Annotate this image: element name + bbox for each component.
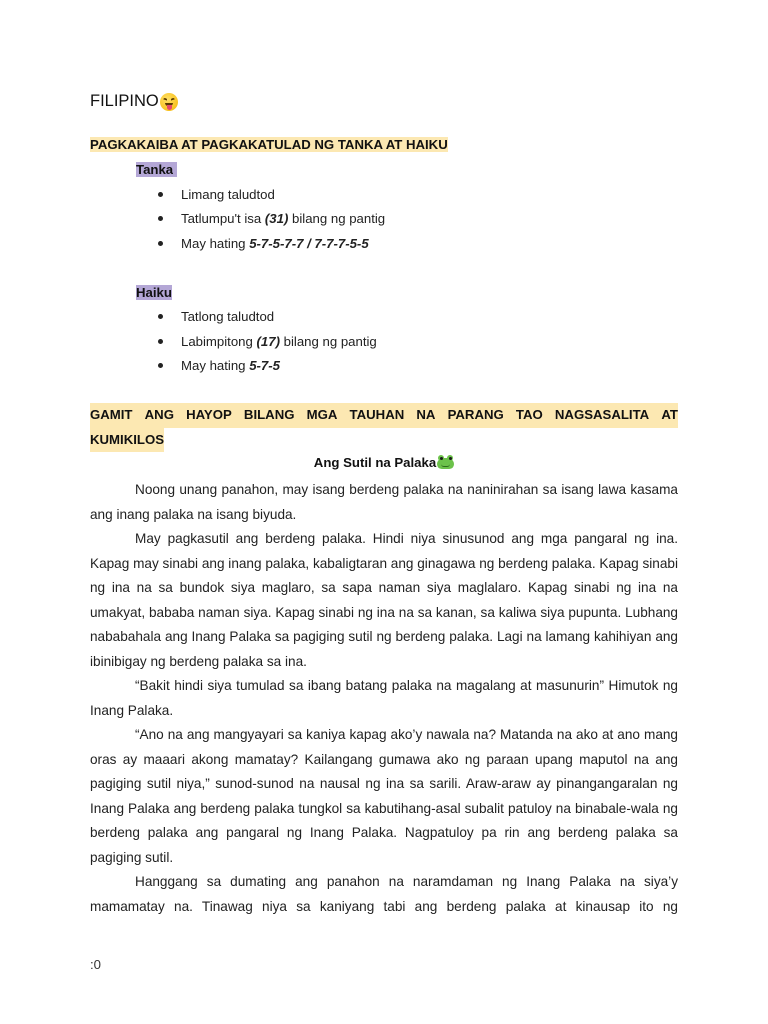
list-item <box>158 236 369 251</box>
list-item-text: bilang ng pantig <box>279 334 377 349</box>
footer-text: :0 <box>90 957 101 972</box>
page-title <box>90 92 178 111</box>
list-item-text: Tatlong taludtod <box>181 309 275 324</box>
list-item <box>158 334 377 349</box>
section-heading-line-2: KUMIKILOS <box>90 428 164 453</box>
list-item-text: May hating <box>181 358 250 373</box>
story-title-text: Ang Sutil na Palaka <box>313 455 437 470</box>
list-item-text: bilang ng pantig <box>288 211 386 226</box>
heading-word: TAUHAN <box>349 407 405 422</box>
list-item-text: Labimpitong <box>181 334 257 349</box>
heading-word: PARANG <box>447 407 504 422</box>
section-heading-tanka-haiku <box>90 137 678 152</box>
section-heading-text: PAGKAKAIBA AT PAGKAKATULAD NG TANKA AT HAIKU <box>90 137 448 152</box>
list-item-text: Limang taludtod <box>181 187 275 202</box>
list-item-text: May hating <box>181 236 250 251</box>
list-item-emphasis: (31) <box>264 211 289 226</box>
list-item-emphasis: 5-7-5 <box>249 358 280 373</box>
story-body <box>90 478 678 919</box>
bullet-dot-icon <box>158 314 163 319</box>
subheading-haiku <box>136 285 174 300</box>
story-paragraph: Noong unang panahon, may isang berdeng palaka na naninirahan sa isang lawa kasama ang inang palaka na isang biyuda. <box>90 482 678 522</box>
heading-word: NAGSASALITA <box>554 407 650 422</box>
story-paragraph: Hanggang sa dumating ang panahon na naramdaman ng Inang Palaka na siya’y mamamatay na. Tinawag niya sa kaniyang tabi ang berdeng palaka at kinausap ito ng <box>90 874 678 914</box>
list-item-text: Tatlumpu't isa <box>181 211 265 226</box>
frog-face-icon <box>437 455 454 469</box>
list-item <box>158 187 275 202</box>
section-heading-animals <box>90 403 678 452</box>
list-item-emphasis: 5-7-5-7-7 / 7-7-7-5-5 <box>249 236 369 251</box>
subheading-haiku-text: Haiku <box>136 285 172 300</box>
list-item-emphasis: (17) <box>256 334 280 349</box>
heading-word: AT <box>661 407 678 422</box>
heading-word: GAMIT <box>90 407 133 422</box>
heading-word: MGA <box>306 407 338 422</box>
subheading-tanka <box>136 162 179 177</box>
list-item <box>158 211 385 226</box>
bullet-dot-icon <box>158 363 163 368</box>
bullet-dot-icon <box>158 339 163 344</box>
bullet-dot-icon <box>158 216 163 221</box>
heading-word: ANG <box>144 407 174 422</box>
page-title-text: FILIPINO <box>90 92 159 110</box>
bullet-dot-icon <box>158 192 163 197</box>
story-title <box>0 455 768 470</box>
heading-word: NA <box>416 407 436 422</box>
list-item <box>158 358 280 373</box>
story-paragraph: “Ano na ang mangyayari sa kaniya kapag ako’y nawala na? Matanda na ako at ano mang oras ay maaari akong mamatay? Kailangang gumawa ako ng paraan upang maputol na ang pagiging sutil niya,” sunod-sunod na nausal ng ina sa sarili. Araw-araw ay pinangangaralan ng Inang Palaka ang berdeng palaka tungkol sa kabutihang-asal subalit patuloy na binabale-wala ng berdeng palaka ang pangaral ng Inang Palaka. Nagpatuloy pa rin ang berdeng palaka sa pagiging sutil. <box>90 727 678 865</box>
list-item <box>158 309 274 324</box>
story-paragraph: May pagkasutil ang berdeng palaka. Hindi niya sinusunod ang mga pangaral ng ina. Kapag may sinabi ang inang palaka, kabaligtaran ang ginagawa ng berdeng palaka. Kapag sinabi ng ina na sa bundok siya maglaro, sa sapa naman siya maglalaro. Kapag sinabi ng ina na umakyat, bababa naman siya. Kapag sinabi ng ina na sa kanan, sa kaliwa siya pupunta. Lubhang nababahala ang Inang Palaka sa pagiging sutil ng berdeng palaka. Lagi na lamang kahihiyan ang ibinibigay ng berdeng palaka sa ina. <box>90 531 678 669</box>
subheading-tanka-text: Tanka <box>136 162 174 177</box>
section-heading-line-1 <box>90 403 678 428</box>
tongue-out-wink-emoji-icon <box>160 93 178 111</box>
heading-word: TAO <box>515 407 543 422</box>
heading-word: BILANG <box>243 407 295 422</box>
story-paragraph: “Bakit hindi siya tumulad sa ibang batang palaka na magalang at masunurin” Himutok ng Inang Palaka. <box>90 678 678 718</box>
heading-word: HAYOP <box>186 407 232 422</box>
bullet-dot-icon <box>158 241 163 246</box>
